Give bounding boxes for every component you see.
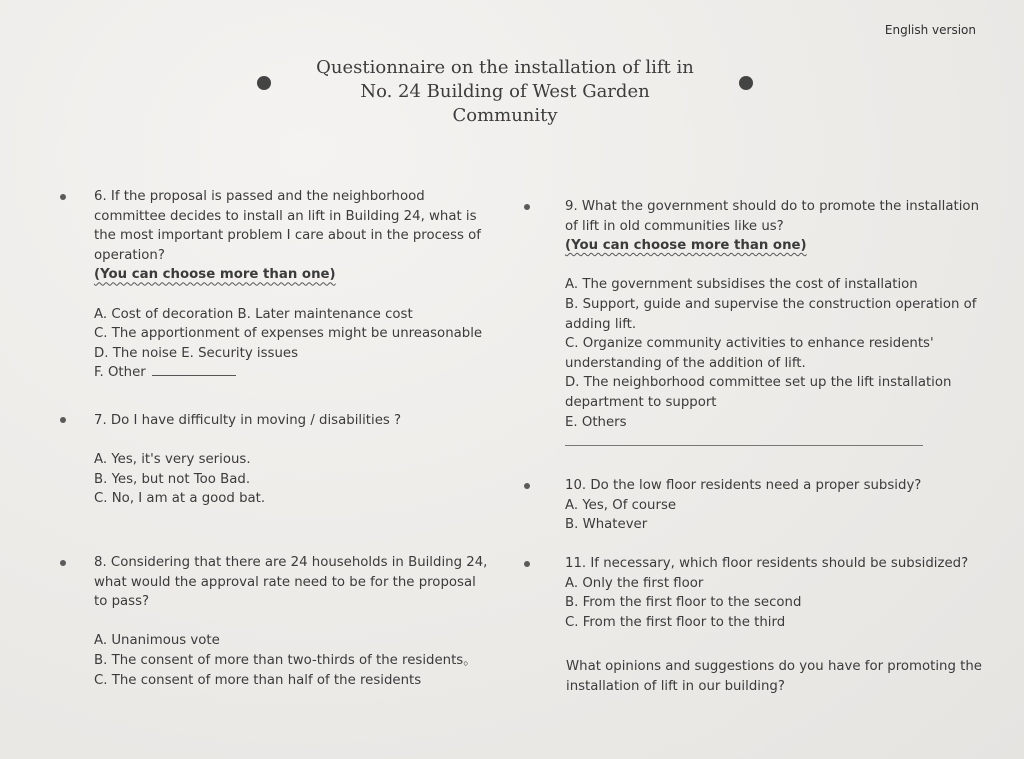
question-8: [94, 553, 487, 690]
q7-text-line: 7. Do I have difficulty in moving / disabilities ?: [94, 413, 402, 428]
q9-bullet-icon: [524, 204, 530, 210]
q10-bullet-icon: [524, 483, 530, 489]
q7-bullet-icon: [60, 417, 66, 423]
q6-text-line: operation?: [94, 247, 165, 263]
english-version-label: English version: [884, 23, 976, 37]
q9-option: understanding of the addition of lift.: [565, 355, 806, 371]
q9-option: B. Support, guide and supervise the construction operation of: [565, 296, 977, 312]
q9-option: adding lift.: [565, 316, 637, 332]
q11-option: B. From the first floor to the second: [565, 595, 802, 611]
q9-option: A. The government subsidises the cost of installation: [565, 277, 918, 293]
q6-option: D. The noise E. Security issues: [94, 345, 299, 361]
q6-option: A. Cost of decoration B. Later maintenance cost: [94, 306, 413, 322]
closing-text-line: installation of lift in our building?: [566, 678, 785, 694]
q11-option: A. Only the first floor: [565, 575, 704, 591]
title-line: Community: [452, 105, 558, 126]
q9-multi-choice-note: (You can choose more than one): [565, 238, 807, 254]
q6-option: C. The apportionment of expenses might be unreasonable: [94, 326, 483, 342]
question-9: [565, 197, 979, 446]
closing-question: [566, 657, 982, 696]
q9-option: E. Others: [565, 414, 627, 430]
q10-option: B. Whatever: [565, 517, 648, 533]
q11-bullet-icon: [524, 561, 530, 567]
question-7: [94, 411, 401, 509]
q6-multi-choice-note: (You can choose more than one): [94, 267, 336, 283]
q8-option: A. Unanimous vote: [94, 633, 220, 649]
question-6: [94, 187, 482, 383]
q11-option: C. From the first floor to the third: [565, 614, 786, 630]
q6-text-line: committee decides to install an lift in Building 24, what is: [94, 208, 477, 224]
q9-option: D. The neighborhood committee set up the lift installation: [565, 375, 952, 391]
q8-option: B. The consent of more than two-thirds of the residents。: [94, 652, 477, 668]
q6-bullet-icon: [60, 194, 66, 200]
q7-option: C. No, I am at a good bat.: [94, 491, 266, 507]
question-11: [565, 554, 968, 632]
q7-option: B. Yes, but not Too Bad.: [94, 471, 251, 487]
q8-bullet-icon: [60, 560, 66, 566]
q9-text-line: 9. What the government should do to promote the installation: [565, 199, 979, 214]
q8-text-line: what would the approval rate need to be for the proposal: [94, 574, 476, 590]
page-title: [260, 56, 750, 128]
title-line: No. 24 Building of West Garden: [360, 81, 650, 102]
q6-option: F. Other: [94, 365, 146, 381]
closing-text-line: What opinions and suggestions do you have for promoting the: [566, 659, 982, 674]
q9-option: department to support: [565, 394, 717, 410]
title-line: Questionnaire on the installation of lift in: [316, 57, 694, 78]
q10-text-line: 10. Do the low floor residents need a proper subsidy?: [565, 478, 922, 493]
q6-text-line: the most important problem I care about in the process of: [94, 228, 481, 244]
q11-text-line: 11. If necessary, which floor residents should be subsidized?: [565, 556, 969, 571]
q9-others-blank[interactable]: [565, 444, 923, 446]
q6-other-blank[interactable]: [152, 363, 236, 376]
q7-option: A. Yes, it's very serious.: [94, 452, 251, 468]
q9-text-line: of lift in old communities like us?: [565, 218, 784, 234]
question-10: [565, 476, 921, 535]
q8-text-line: 8. Considering that there are 24 households in Building 24,: [94, 555, 488, 570]
q9-option: C. Organize community activities to enhance residents': [565, 336, 934, 352]
q6-text-line: 6. If the proposal is passed and the neighborhood: [94, 189, 425, 204]
q8-text-line: to pass?: [94, 594, 150, 610]
q8-option: C. The consent of more than half of the residents: [94, 672, 422, 688]
q10-option: A. Yes, Of course: [565, 497, 677, 513]
